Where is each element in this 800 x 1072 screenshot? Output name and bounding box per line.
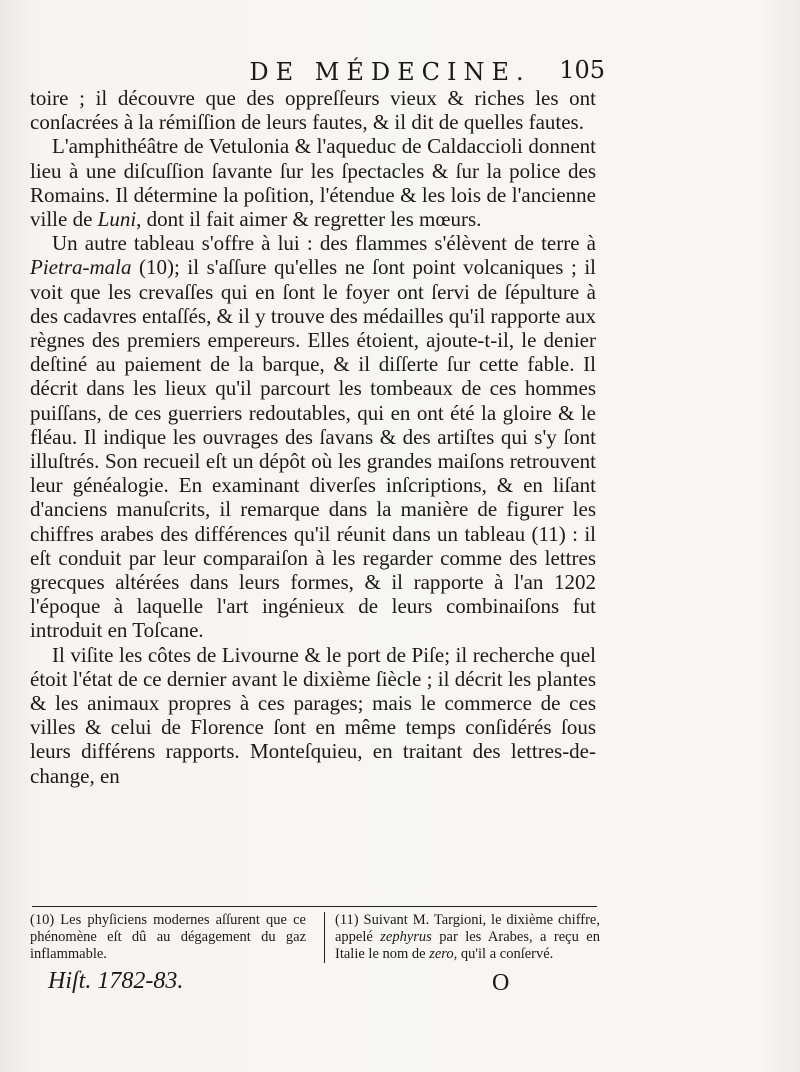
footnote-text	[30, 912, 306, 963]
text-run: toire ; il découvre que des oppreſſeurs vieux & riches les ont conſacrées à la rémiſſion de leurs fautes, & il dit de quelles fautes.	[30, 86, 596, 135]
italic-text: Luni	[97, 207, 137, 232]
italic-text: Pietra-mala	[30, 255, 132, 280]
footnote-10	[30, 912, 306, 963]
text-run: par les Arabes, a reçu en Italie le nom de	[335, 929, 600, 962]
text-run: , dont il fait aimer & regretter les mœurs.	[136, 207, 482, 232]
text-run: (11) Suivant M. Targioni, le dixième chiffre, appelé	[335, 912, 600, 945]
text-run: L'amphithéâtre de Vetulonia & l'aqueduc de Caldaccioli donnent lieu à une diſcuſſion ſavante ſur les ſpectacles & ſur la police des Romains. Il détermine la poſition, l'étendue & les lois de l'ancienne ville de	[30, 134, 596, 232]
footnote-11	[324, 912, 600, 963]
text-run: (10) Les phyſiciens modernes aſſurent que ce phénomène eſt dû au dégagement du gaz inflammable.	[30, 912, 306, 962]
paragraph	[30, 86, 596, 134]
running-head: DE MÉDECINE.	[249, 58, 531, 86]
paragraph	[30, 134, 596, 231]
italic-text: zephyrus	[380, 929, 432, 945]
paragraph	[30, 231, 596, 642]
footnote-rule	[32, 906, 597, 907]
page-number: 105	[559, 56, 605, 84]
text-run: Il viſite les côtes de Livourne & le port de Piſe; il recherche quel étoit l'état de ce dernier avant le dixième ſiècle ; il décrit les plantes & les animaux propres à ces parages; mais le commerce de ces villes & celui de Florence ſont en même temps conſidérés ſous leurs différens rapports. Monteſquieu, en traitant des lettres-de-change, en	[30, 642, 596, 788]
footnote-text	[335, 912, 600, 963]
italic-text: zero	[429, 946, 454, 962]
volume-label: Hiſt. 1782-83.	[48, 968, 184, 994]
body-text	[30, 86, 596, 788]
signature-mark: O	[492, 970, 510, 996]
text-run: (10); il s'aſſure qu'elles ne ſont point volcaniques ; il voit que les crevaſſes qui en ſont le foyer ont ſervi de ſépulture à des cadavres entaſſés, & il y trouve des médailles qu'il rapporte aux règnes des premiers empereurs. Elles étoient, ajoute-t-il, le denier deſtiné au paiement de la barque, & il diſſerte ſur cette fable. Il décrit dans les lieux qu'il parcourt les tombeaux de ces hommes puiſſans, de ces guerriers redoutables, qui en ont été la gloire & le fléau. Il indique les ouvrages des ſavans & des artiſtes qui s'y ſont illuſtrés. Son recueil eſt un dépôt où les grandes maiſons retrouvent leur généalogie. En examinant diverſes inſcriptions, & en liſant d'anciens manuſcrits, il remarque dans la manière de figurer les chiffres arabes des différences qu'il réunit dans un tableau (11) : il eſt conduit par leur comparaiſon à les regarder comme des lettres grecques altérées dans leurs formes, & il rapporte à l'an 1202 l'époque à laquelle l'art ingénieux de leurs combinaiſons fut introduit en Toſcane.	[30, 255, 596, 643]
text-run: Un autre tableau s'offre à lui : des flammes s'élèvent de terre à	[52, 231, 596, 256]
text-run: , qu'il a conſervé.	[453, 946, 554, 962]
paragraph	[30, 643, 596, 788]
